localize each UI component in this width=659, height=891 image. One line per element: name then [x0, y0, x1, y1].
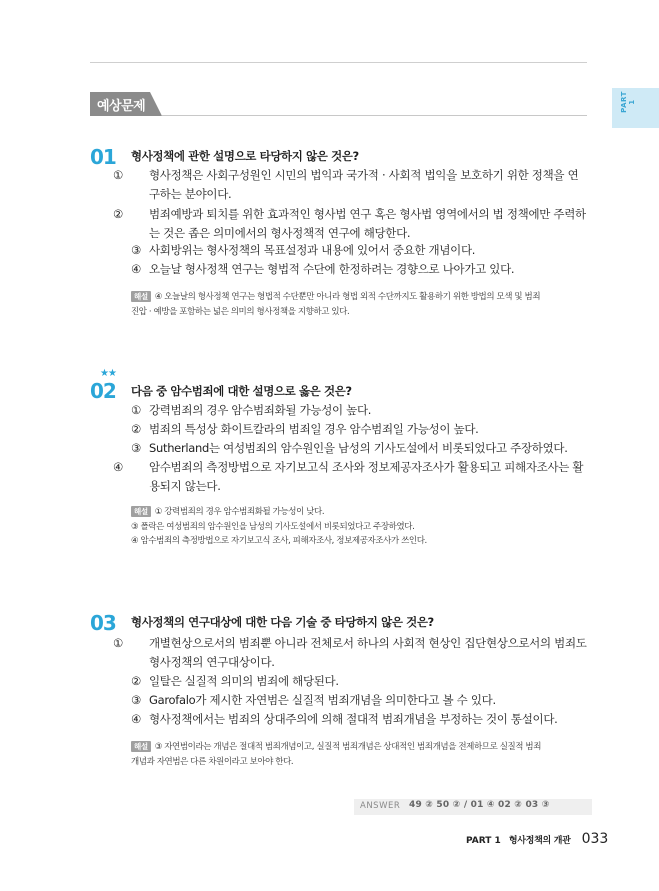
- answer-values: 49 ② 50 ② / 01 ④ 02 ② 03 ③: [409, 800, 550, 810]
- footer-chapter-title: 형사정책의 개관: [508, 836, 571, 846]
- option: ① 형사정책은 사회구성원인 시민의 법익과 국가적 · 사회적 법익을 보호하기 위한 정책을 연구하는 분야이다.: [113, 168, 579, 201]
- section-title: 예상문제: [97, 99, 146, 114]
- option: ④ 형사정책에서는 범죄의 상대주의에 의해 절대적 범죄개념을 부정하는 것이 통설이다.: [131, 712, 558, 726]
- option: ③ 사회방위는 형사정책의 목표설정과 내용에 있어서 중요한 개념이다.: [131, 243, 476, 257]
- option: ② 범죄예방과 퇴치를 위한 효과적인 형사법 연구 혹은 형사법 영역에서의 법 정책에만 주력하는 것은 좁은 의미에서의 형사정책적 연구에 해당한다.: [113, 207, 586, 240]
- option: ① 강력범죄의 경우 암수범죄화될 가능성이 높다.: [131, 403, 372, 417]
- option: ① 개별현상으로서의 범죄뿐 아니라 전체로서 하나의 사회적 현상인 집단현상으로서의 범죄도 형사정책의 연구대상이다.: [113, 636, 587, 669]
- question-number: 01: [90, 145, 116, 169]
- section-rule: [162, 115, 587, 116]
- explanation-badge: 해설: [131, 291, 151, 302]
- option: ② 일탈은 실질적 의미의 범죄에 해당된다.: [131, 674, 339, 688]
- answer-label: ANSWER: [360, 801, 401, 811]
- question-text: 형사정책에 관한 설명으로 타당하지 않은 것은?: [131, 149, 359, 163]
- option: ③ Sutherland는 여성범죄의 암수원인을 남성의 기사도설에서 비롯되었다고 주장하였다.: [131, 441, 568, 455]
- question-number: 02: [90, 379, 116, 403]
- explanation: 해설 ③ 자연범이라는 개념은 절대적 범죄개념이고, 실질적 범죄개념은 상대적인 범죄개념을 전제하므로 실질적 범죄 개념과 자연범은 다른 차원이라고 보아야 한다.: [131, 742, 542, 767]
- difficulty-stars: ★★: [100, 368, 116, 379]
- footer-part: PART 1: [466, 836, 501, 846]
- explanation-badge: 해설: [131, 741, 151, 752]
- option: ④ 오늘날 형사정책 연구는 형법적 수단에 한정하려는 경향으로 나아가고 있다.: [131, 262, 515, 276]
- part-side-tab-label: PART 1: [620, 91, 636, 113]
- answer-key: [354, 799, 592, 815]
- part-side-tab: [612, 88, 659, 128]
- question-number: 03: [90, 611, 116, 635]
- question-text: 다음 중 암수범죄에 대한 설명으로 옳은 것은?: [131, 384, 352, 398]
- top-rule: [90, 62, 587, 63]
- option: ③ Garofalo가 제시한 자연범은 실질적 범죄개념을 의미한다고 볼 수 있다.: [131, 693, 496, 707]
- explanation-badge: 해설: [131, 506, 151, 517]
- question-text: 형사정책의 연구대상에 대한 다음 기술 중 타당하지 않은 것은?: [131, 615, 434, 629]
- explanation: 해설 ④ 오늘날의 형사정책 연구는 형법적 수단뿐만 아니라 형법 외적 수단까지도 활용하기 위한 방법의 모색 및 범죄 진압 · 예방을 포함하는 넓은 의미의 형사정책을 지향하고 있다.: [131, 292, 541, 317]
- option: ④ 암수범죄의 측정방법으로 자기보고식 조사와 정보제공자조사가 활용되고 피해자조사는 활용되지 않는다.: [113, 460, 584, 493]
- page-number: 033: [581, 831, 609, 847]
- explanation: 해설 ① 강력범죄의 경우 암수범죄화될 가능성이 낮다. ③ 폴락은 여성범죄의 암수원인을 남성의 기사도설에서 비롯되었다고 주장하였다. ④ 암수범죄의 측정방법으로 자기보고식 조사, 피해자조사, 정보제공자조사가 쓰인다.: [131, 507, 427, 546]
- option: ② 범죄의 특성상 화이트칼라의 범죄일 경우 암수범죄일 가능성이 높다.: [131, 422, 479, 436]
- page-footer: [466, 828, 608, 847]
